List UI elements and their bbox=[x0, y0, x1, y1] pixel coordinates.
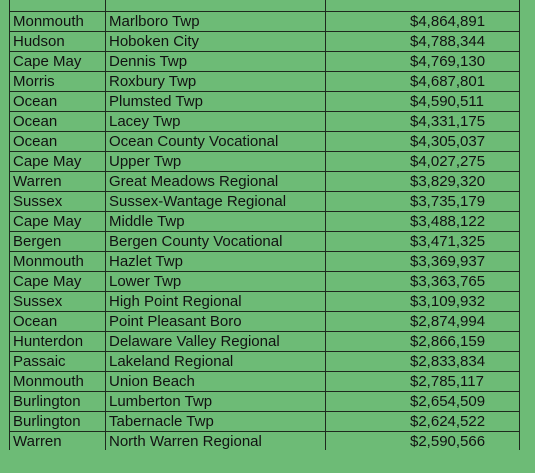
amount-cell: $3,363,765 bbox=[326, 272, 520, 292]
table-row bbox=[10, 232, 520, 252]
amount-cell bbox=[326, 0, 520, 12]
district-cell bbox=[106, 0, 326, 12]
table-row bbox=[10, 12, 520, 32]
amount-cell: $3,109,932 bbox=[326, 292, 520, 312]
table-row bbox=[10, 392, 520, 412]
county-cell: Ocean bbox=[10, 132, 106, 152]
county-cell: Ocean bbox=[10, 92, 106, 112]
amount-cell: $3,369,937 bbox=[326, 252, 520, 272]
county-cell: Cape May bbox=[10, 52, 106, 72]
amount-cell: $4,027,275 bbox=[326, 152, 520, 172]
table-row bbox=[10, 0, 520, 12]
district-cell: Lower Twp bbox=[106, 272, 326, 292]
district-cell: Middle Twp bbox=[106, 212, 326, 232]
amount-cell: $2,590,566 bbox=[326, 432, 520, 452]
table-row bbox=[10, 152, 520, 172]
district-cell: Roxbury Twp bbox=[106, 72, 326, 92]
district-cell: Dennis Twp bbox=[106, 52, 326, 72]
county-cell: Passaic bbox=[10, 352, 106, 372]
county-cell: Monmouth bbox=[10, 12, 106, 32]
county-cell: Cape May bbox=[10, 212, 106, 232]
amount-cell: $2,785,117 bbox=[326, 372, 520, 392]
table-row bbox=[10, 192, 520, 212]
district-cell: Lakeland Regional bbox=[106, 352, 326, 372]
county-cell bbox=[10, 0, 106, 12]
amount-cell: $2,654,509 bbox=[326, 392, 520, 412]
county-cell: Monmouth bbox=[10, 372, 106, 392]
district-cell: Upper Twp bbox=[106, 152, 326, 172]
table-row bbox=[10, 412, 520, 432]
district-cell: Hoboken City bbox=[106, 32, 326, 52]
table-row bbox=[10, 92, 520, 112]
district-cell: Delaware Valley Regional bbox=[106, 332, 326, 352]
amount-cell: $2,866,159 bbox=[326, 332, 520, 352]
amount-cell: $2,833,834 bbox=[326, 352, 520, 372]
district-cell: Ocean County Vocational bbox=[106, 132, 326, 152]
table-row bbox=[10, 212, 520, 232]
amount-cell: $4,864,891 bbox=[326, 12, 520, 32]
district-cell: High Point Regional bbox=[106, 292, 326, 312]
amount-cell: $3,471,325 bbox=[326, 232, 520, 252]
table-row bbox=[10, 172, 520, 192]
county-cell: Sussex bbox=[10, 292, 106, 312]
amount-cell: $4,769,130 bbox=[326, 52, 520, 72]
county-cell: Hunterdon bbox=[10, 332, 106, 352]
district-cell: Great Meadows Regional bbox=[106, 172, 326, 192]
table-row bbox=[10, 312, 520, 332]
table-row bbox=[10, 132, 520, 152]
funding-table bbox=[9, 0, 520, 452]
district-cell: Bergen County Vocational bbox=[106, 232, 326, 252]
county-cell: Bergen bbox=[10, 232, 106, 252]
amount-cell: $4,590,511 bbox=[326, 92, 520, 112]
district-cell: Plumsted Twp bbox=[106, 92, 326, 112]
table-row bbox=[10, 372, 520, 392]
amount-cell: $4,331,175 bbox=[326, 112, 520, 132]
district-cell: Tabernacle Twp bbox=[106, 412, 326, 432]
district-cell: Sussex-Wantage Regional bbox=[106, 192, 326, 212]
district-cell: Union Beach bbox=[106, 372, 326, 392]
county-cell: Monmouth bbox=[10, 252, 106, 272]
county-cell: Burlington bbox=[10, 412, 106, 432]
table-row bbox=[10, 252, 520, 272]
district-cell: Hazlet Twp bbox=[106, 252, 326, 272]
amount-cell: $3,735,179 bbox=[326, 192, 520, 212]
table-row bbox=[10, 32, 520, 52]
amount-cell: $2,874,994 bbox=[326, 312, 520, 332]
amount-cell: $2,624,522 bbox=[326, 412, 520, 432]
funding-table-body bbox=[10, 0, 520, 452]
county-cell: Cape May bbox=[10, 152, 106, 172]
table-row bbox=[10, 72, 520, 92]
county-cell: Cape May bbox=[10, 272, 106, 292]
district-cell: Lumberton Twp bbox=[106, 392, 326, 412]
county-cell: Ocean bbox=[10, 312, 106, 332]
county-cell: Morris bbox=[10, 72, 106, 92]
table-row bbox=[10, 112, 520, 132]
county-cell: Warren bbox=[10, 172, 106, 192]
county-cell: Burlington bbox=[10, 392, 106, 412]
table-row bbox=[10, 52, 520, 72]
district-cell: Marlboro Twp bbox=[106, 12, 326, 32]
table-row bbox=[10, 332, 520, 352]
county-cell: Warren bbox=[10, 432, 106, 452]
table-row bbox=[10, 432, 520, 452]
county-cell: Hudson bbox=[10, 32, 106, 52]
bottom-background bbox=[0, 450, 535, 473]
district-cell: North Warren Regional bbox=[106, 432, 326, 452]
amount-cell: $4,687,801 bbox=[326, 72, 520, 92]
amount-cell: $4,305,037 bbox=[326, 132, 520, 152]
district-cell: Lacey Twp bbox=[106, 112, 326, 132]
table-row bbox=[10, 292, 520, 312]
amount-cell: $3,488,122 bbox=[326, 212, 520, 232]
amount-cell: $4,788,344 bbox=[326, 32, 520, 52]
amount-cell: $3,829,320 bbox=[326, 172, 520, 192]
county-cell: Sussex bbox=[10, 192, 106, 212]
table-row bbox=[10, 352, 520, 372]
district-cell: Point Pleasant Boro bbox=[106, 312, 326, 332]
county-cell: Ocean bbox=[10, 112, 106, 132]
table-row bbox=[10, 272, 520, 292]
funding-table-container bbox=[9, 0, 519, 452]
